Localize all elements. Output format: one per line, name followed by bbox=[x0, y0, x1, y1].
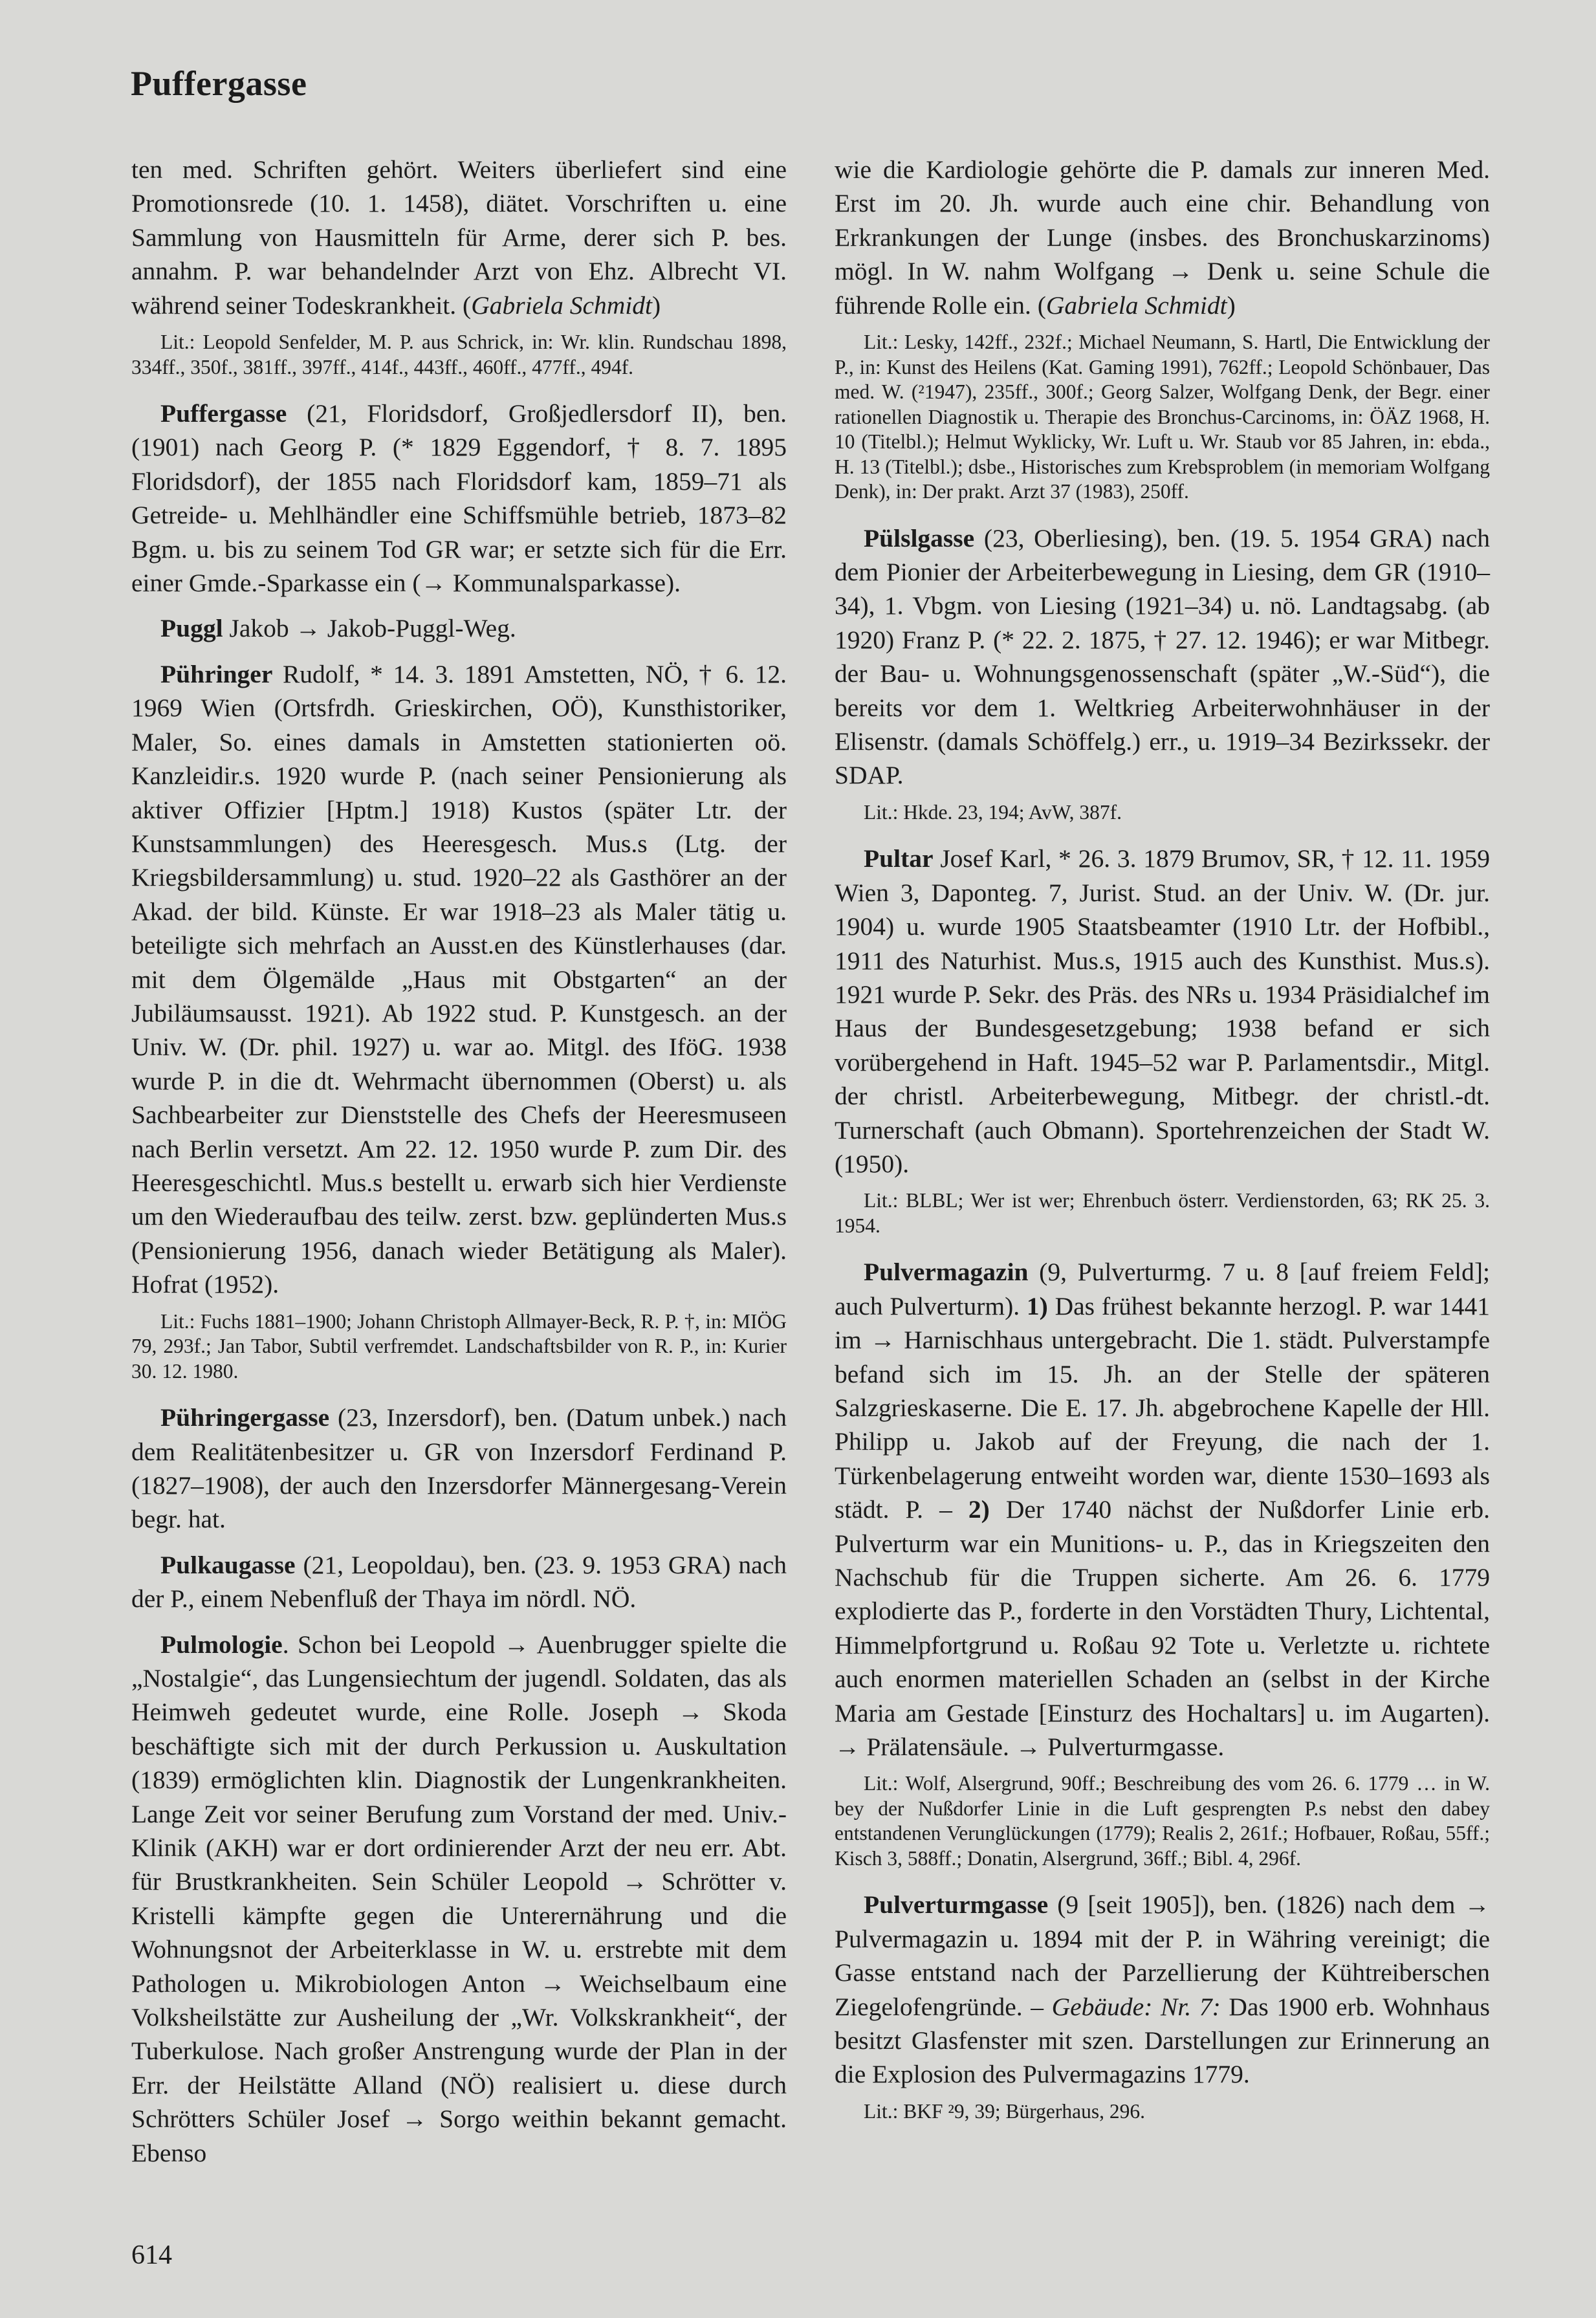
literature-note: Lit.: Wolf, Alsergrund, 90ff.; Beschreibung des vom 26. 6. 1779 … in W. bey der Nußdorfer Linie in die Luft gesprengten P.s nebst den dabey entstandenen Verunglückungen (1779); Realis 2, 261f.; Hofbauer, Roßau, 55ff.; Kisch 3, 588ff.; Donatin, Alsergrund, 36ff.; Bibl. 4, 296f. bbox=[835, 1772, 1490, 1870]
entry-text: (23, Inzersdorf), ben. (Datum unbek.) nach dem Realitätenbesitzer u. GR von Inzersdorf Ferdinand P. (1827–1908), der auch den Inzersdorfer Männergesang-Verein begr. hat. bbox=[131, 1403, 787, 1534]
entry-lemma: Pulmologie bbox=[160, 1630, 283, 1659]
right-column bbox=[835, 153, 1490, 2141]
entry-text: Josef Karl, * 26. 3. 1879 Brumov, SR, † 12. 11. 1959 Wien 3, Daponteg. 7, Jurist. Stud. an der Univ. W. (Dr. jur. 1904) u. wurde 1905 Staatsbeamter (1910 Ltr. der Hofbibl., 1911 des Naturhist. Mus.s, 1915 auch des Kunsthist. Mus.s). 1921 wurde P. Sekr. des Präs. des NRs u. 1934 Präsidialchef im Haus der Bundesgesetzgebung; 1938 befand er sich vorübergehend in Haft. 1945–52 war P. Parlamentsdir., Mitgl. der christl. Arbeiterbewegung, Mitbegr. der christl.-dt. Turnerschaft (auch Obmann). Sportehrenzeichen der Stadt W. (1950). bbox=[835, 844, 1490, 1178]
entry-text: . Schon bei Leopold → Auenbrugger spielte die „Nostalgie“, das Lungensiechtum der jugendl. Soldaten, das als Heimweh gedeutet wurde, eine Rolle. Joseph → Skoda beschäftigte sich mit der durch Perkussion u. Auskultation (1839) ermöglichten klin. Diagnostik der Lungenkrankheiten. Lange Zeit vor seiner Berufung zum Vorstand der med. Univ.-Klinik (AKH) war er dort ordinierender Arzt der neu err. Abt. für Brustkrankheiten. Sein Schüler Leopold → Schrötter v. Kristelli kämpfte gegen die Unterernährung und die Wohnungsnot der Arbeiterklasse in W. u. erstrebte mit dem Pathologen u. Mikrobiologen Anton → Weichselbaum eine Volksheilstätte zur Ausheilung der „Wr. Volkskrankheit“, der Tuberkulose. Nach großer Anstrengung wurde der Plan in der Err. der Heilstätte Alland (NÖ) realisiert u. diese durch Schrötters Schüler Josef → Sorgo weithin bekannt gemacht. Ebenso bbox=[131, 1630, 787, 2167]
literature-note: Lit.: Leopold Senfelder, M. P. aus Schrick, in: Wr. klin. Rundschau 1898, 334ff., 350f., 381ff., 397ff., 414f., 443ff., 460ff., 477ff., 494f. bbox=[131, 331, 787, 378]
literature-note: Lit.: BLBL; Wer ist wer; Ehrenbuch österr. Verdienstorden, 63; RK 25. 3. 1954. bbox=[835, 1189, 1490, 1237]
literature-note: Lit.: Lesky, 142ff., 232f.; Michael Neumann, S. Hartl, Die Entwicklung der P., in: Kunst des Heilens (Kat. Gaming 1991), 762ff.; Leopold Schönbauer, Das med. W. (²1947), 235ff., 300f.; Georg Salzer, Wolfgang Denk, der Begr. einer rationellen Diagnostik u. Therapie des Bronchus-Carcinoms, in: ÖÄZ 1968, H. 10 (Titelbl.); Helmut Wyklicky, Wr. Luft u. Wr. Staub vor 85 Jahren, in: ebda., H. 13 (Titelbl.); dsbe., Historisches zum Krebsproblem (in memoriam Wolfgang Denk), in: Der prakt. Arzt 37 (1983), 250ff. bbox=[835, 331, 1490, 503]
entry-text: (23, Oberliesing), ben. (19. 5. 1954 GRA) nach dem Pionier der Arbeiterbewegung in Liesing, dem GR (1910–34), 1. Vbgm. von Liesing (1921–34) u. nö. Landtagsabg. (ab 1920) Franz P. (* 22. 2. 1875, † 27. 12. 1946); er war Mitbegr. der Bau- u. Wohnungsgenossenschaft (später „W.-Süd“), die bereits vor dem 1. Weltkrieg Arbeiterwohnhäuser in der Elisenstr. (damals Schöffelg.) err., u. 1919–34 Bezirkssekr. der SDAP. bbox=[835, 523, 1490, 790]
entry-puelslgasse bbox=[835, 521, 1490, 793]
page-number: 614 bbox=[131, 2240, 172, 2270]
entry-text: ten med. Schriften gehört. Weiters überliefert sind eine Promotionsrede (10. 1. 1458), diätet. Vorschriften u. eine Sammlung von Hausmitteln für Arme, derer sich P. bes. annahm. P. war behandelnder Arzt von Ehz. Albrecht VI. während seiner Todeskrankheit. ( bbox=[131, 155, 787, 320]
entry-lemma: Pulvermagazin bbox=[864, 1258, 1029, 1287]
left-column bbox=[131, 153, 787, 2181]
entry-lemma: Pulkaugasse bbox=[160, 1550, 296, 1579]
entry-puehringer bbox=[131, 657, 787, 1302]
literature-note: Lit.: BKF ²9, 39; Bürgerhaus, 296. bbox=[864, 2099, 1145, 2123]
entry-text: wie die Kardiologie gehörte die P. damals zur inneren Med. Erst im 20. Jh. wurde auch eine chir. Behandlung von Erkrankungen der Lunge (insbes. des Bronchuskarzinoms) mögl. In W. nahm Wolfgang → Denk u. seine Schule die führende Rolle ein. ( bbox=[835, 155, 1490, 320]
entry-text: Jakob → Jakob-Puggl-Weg. bbox=[223, 614, 516, 643]
entry-text: Der 1740 nächst der Nußdorfer Linie erb. Pulverturm war ein Munitions- u. P., das in Kriegszeiten den Nachschub für die Truppen sicherte. Am 26. 6. 1779 explodierte das P., forderte in den Vorstädten Thury, Lichtental, Himmelpfortgrund u. Roßau 92 Tote u. Verletzte u. richtete auch enormen materiellen Schaden an (selbst in der Kirche Maria am Gestade [Einsturz des Hochaltars] u. im Augarten). → Prälatensäule. → Pulverturmgasse. bbox=[835, 1495, 1490, 1762]
entry-text: (9 [seit 1905]), ben. (1826) nach dem → Pulvermagazin u. 1894 mit der P. in Währing vereinigt; die Gasse entstand nach der Parzellierung der Kühtreiberschen Ziegelofengründe. – bbox=[835, 1890, 1490, 2021]
entry-author: Gabriela Schmidt bbox=[471, 290, 652, 320]
building-label: Gebäude: Nr. 7: bbox=[1051, 1992, 1221, 2021]
entry-text-close: ) bbox=[1227, 290, 1236, 320]
entry-text: Das frühest bekannte herzogl. P. war 1441 im → Harnischhaus untergebracht. Die 1. städt. Pulverstampfe befand sich im 15. Jh. an der Stelle der späteren Salzgrieskaserne. Die E. 17. Jh. abgebrochene Kapelle der Hll. Philipp u. Jakob auf der Freyung, die nach der 1. Türkenbelagerung entweiht worden war, diente 1530–1693 als städt. P. – bbox=[835, 1291, 1490, 1524]
entry-lemma: Pühringergasse bbox=[160, 1403, 330, 1432]
entry-pulvermagazin bbox=[835, 1255, 1490, 1764]
entry-puehringergasse bbox=[131, 1401, 787, 1536]
entry-author: Gabriela Schmidt bbox=[1045, 290, 1227, 320]
entry-text: (21, Floridsdorf, Großjedlersdorf II), ben. (1901) nach Georg P. (* 1829 Eggendorf, † 8. 7. 1895 Floridsdorf), der 1855 nach Floridsdorf kam, 1859–71 als Getreide- u. Mehlhändler eine Schiffsmühle betrieb, 1873–82 Bgm. u. bis zu seinem Tod GR war; er setzte sich für die Err. einer Gmde.-Sparkasse ein (→ Kommunalsparkasse). bbox=[131, 399, 787, 598]
section-number: 1) bbox=[1026, 1291, 1048, 1320]
section-number: 2) bbox=[968, 1495, 990, 1524]
entry-lemma: Pulverturmgasse bbox=[864, 1890, 1049, 1919]
entry-text: (9, Pulverturmg. 7 u. 8 [auf freiem Feld]; auch Pulverturm). bbox=[835, 1258, 1490, 1320]
entry-puggl bbox=[131, 611, 787, 645]
entry-pulverturmgasse bbox=[835, 1888, 1490, 2091]
entry-puffergasse bbox=[131, 397, 787, 600]
literature-note: Lit.: Hkde. 23, 194; AvW, 387f. bbox=[864, 800, 1122, 824]
entry-text-close: ) bbox=[651, 290, 661, 320]
entry-lemma: Puggl bbox=[160, 614, 223, 643]
literature-note: Lit.: Fuchs 1881–1900; Johann Christoph Allmayer-Beck, R. P. †, in: MIÖG 79, 293f.; Jan Tabor, Subtil verfremdet. Landschaftsbilder von R. P., in: Kurier 30. 12. 1980. bbox=[131, 1309, 787, 1383]
entry-text: Rudolf, * 14. 3. 1891 Amstetten, NÖ, † 6. 12. 1969 Wien (Ortsfrdh. Grieskirchen, OÖ), Kunsthistoriker, Maler, So. eines damals in Amstetten stationierten oö. Kanzleidir.s. 1920 wurde P. (nach seiner Pensionierung als aktiver Offizier [Hptm.] 1918) Kustos (später Ltr. der Kunstsammlungen) des Heeresgesch. Mus.s (Ltg. der Kriegsbildersammlung) u. stud. 1920–22 als Gasthörer an der Akad. der bild. Künste. Er war 1918–23 als Maler tätig u. beteiligte sich mehrfach an Ausst.en des Künstlerhauses (dar. mit dem Ölgemälde „Haus mit Obstgarten“ an der Jubiläumsausst. 1921). Ab 1922 stud. P. Kunstgesch. an der Univ. W. (Dr. phil. 1927) u. war ao. Mitgl. des IföG. 1938 wurde P. in die dt. Wehrmacht übernommen (Oberst) u. als Sachbearbeiter zur Dienststelle des Chefs der Heeresmuseen nach Berlin versetzt. Am 22. 12. 1950 wurde P. zum Dir. des Heeresgeschichtl. Mus.s bestellt u. erwarb sich hier Verdienste um den Wiederaufbau des teilw. zerst. bzw. geplünderten Mus.s (Pensionierung 1956, danach wieder Betätigung als Maler). Hofrat (1952). bbox=[131, 659, 787, 1299]
running-head: Puffergasse bbox=[131, 64, 307, 103]
entry-lemma: Puffergasse bbox=[160, 399, 287, 428]
entry-text: Das 1900 erb. Wohnhaus besitzt Glasfenster mit szen. Darstellungen zur Erinnerung an die Explosion des Pulvermagazins 1779. bbox=[835, 1992, 1490, 2089]
entry-continuation bbox=[835, 153, 1490, 322]
entry-pulkaugasse bbox=[131, 1548, 787, 1616]
entry-text: (21, Leopoldau), ben. (23. 9. 1953 GRA) nach der P., einem Nebenfluß der Thaya im nördl. NÖ. bbox=[131, 1550, 787, 1613]
entry-lemma: Pühringer bbox=[160, 659, 273, 688]
entry-lemma: Pülslgasse bbox=[864, 523, 975, 552]
entry-continuation bbox=[131, 153, 787, 322]
entry-pultar bbox=[835, 842, 1490, 1181]
entry-lemma: Pultar bbox=[864, 844, 934, 873]
entry-pulmologie bbox=[131, 1628, 787, 2170]
